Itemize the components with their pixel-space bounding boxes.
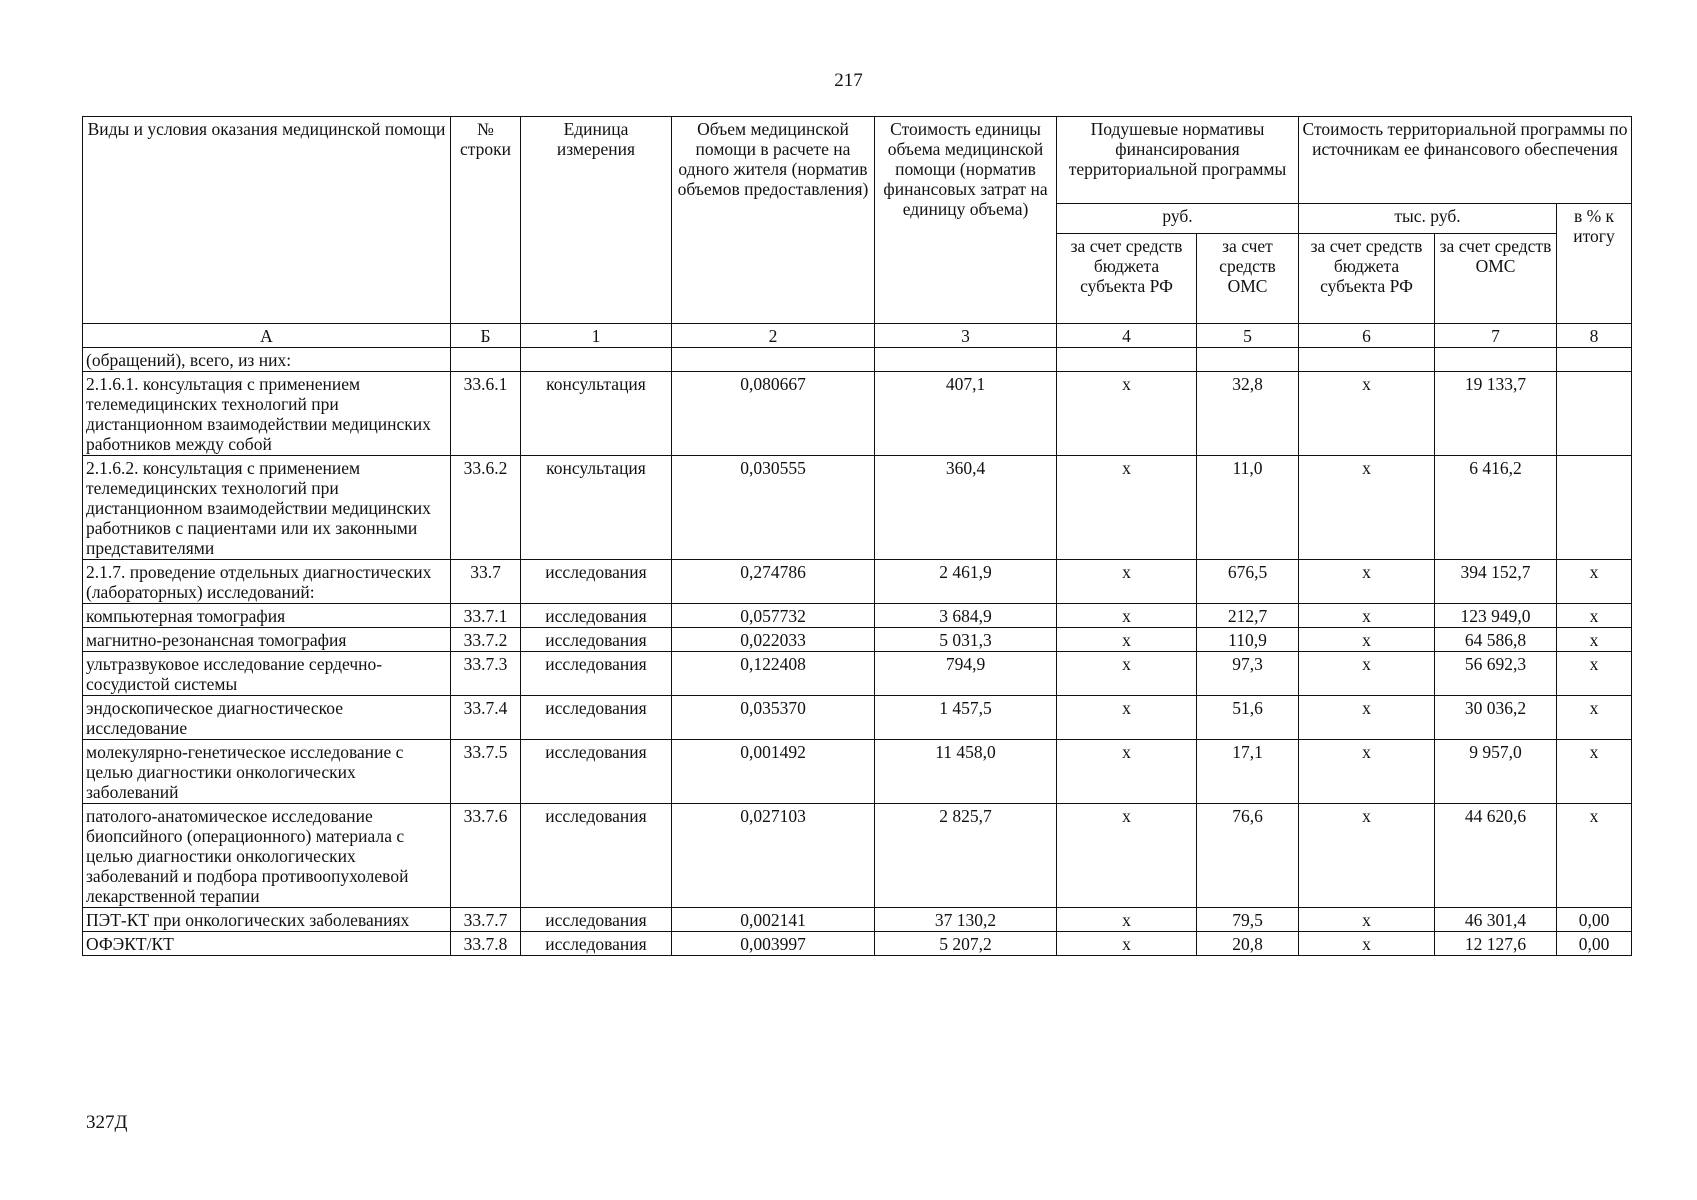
row-oms-thous: 394 152,7 (1435, 560, 1557, 604)
row-pct-total: 0,00 (1557, 932, 1632, 956)
financing-table (82, 116, 1632, 956)
header-per-capita: Подушевые нормативы финансирования территориальной программы (1057, 117, 1299, 204)
row-budget-thous: х (1299, 372, 1435, 456)
row-unit: исследования (521, 804, 672, 908)
row-number: 33.7.5 (451, 740, 521, 804)
row-unit-cost: 360,4 (875, 456, 1057, 560)
row-name: магнитно-резонансная томография (83, 628, 451, 652)
row-name: 2.1.6.1. консультация с применением телемедицинских технологий при дистанционном взаимодействии медицинских работников между собой (83, 372, 451, 456)
row-unit-cost: 11 458,0 (875, 740, 1057, 804)
header-oms-thous: за счет средств ОМС (1435, 234, 1557, 324)
row-volume: 0,003997 (672, 932, 875, 956)
row-volume: 0,122408 (672, 652, 875, 696)
table-row (83, 740, 1632, 804)
row-volume: 0,002141 (672, 908, 875, 932)
column-number: 2 (672, 324, 875, 348)
table-row (83, 604, 1632, 628)
row-budget-thous: х (1299, 604, 1435, 628)
row-oms-thous: 46 301,4 (1435, 908, 1557, 932)
table-row (83, 456, 1632, 560)
table-row (83, 560, 1632, 604)
row-budget-thous: х (1299, 652, 1435, 696)
row-volume: 0,057732 (672, 604, 875, 628)
row-budget-rub: х (1057, 560, 1197, 604)
column-number: 6 (1299, 324, 1435, 348)
row-budget-thous: х (1299, 908, 1435, 932)
row-unit-cost: 794,9 (875, 652, 1057, 696)
row-budget-thous: х (1299, 456, 1435, 560)
column-number: 5 (1197, 324, 1299, 348)
row-number: 33.7.4 (451, 696, 521, 740)
row-budget-rub: х (1057, 372, 1197, 456)
row-unit-cost: 37 130,2 (875, 908, 1057, 932)
row-volume: 0,001492 (672, 740, 875, 804)
row-oms-thous: 19 133,7 (1435, 372, 1557, 456)
row-pct-total: х (1557, 804, 1632, 908)
row-number: 33.7 (451, 560, 521, 604)
row-unit: исследования (521, 628, 672, 652)
row-number: 33.7.1 (451, 604, 521, 628)
row-name: 2.1.6.2. консультация с применением телемедицинских технологий при дистанционном взаимодействии медицинских работников с пациентами или их законными представителями (83, 456, 451, 560)
row-budget-thous: х (1299, 560, 1435, 604)
header-unit-cost: Стоимость единицы объема медицинской помощи (норматив финансовых затрат на единицу объема) (875, 117, 1057, 324)
row-pct-total: х (1557, 560, 1632, 604)
column-number: 1 (521, 324, 672, 348)
row-unit: исследования (521, 652, 672, 696)
header-rub: руб. (1057, 204, 1299, 234)
row-oms-thous (1435, 348, 1557, 372)
row-unit: исследования (521, 932, 672, 956)
header-budget-thous: за счет средств бюджета субъекта РФ (1299, 234, 1435, 324)
row-budget-rub: х (1057, 932, 1197, 956)
row-budget-rub: х (1057, 628, 1197, 652)
table-row (83, 652, 1632, 696)
header-program-cost: Стоимость территориальной программы по источникам ее финансового обеспечения (1299, 117, 1632, 204)
row-volume: 0,027103 (672, 804, 875, 908)
row-oms-rub: 32,8 (1197, 372, 1299, 456)
row-budget-thous: х (1299, 804, 1435, 908)
row-unit-cost: 407,1 (875, 372, 1057, 456)
row-budget-thous: х (1299, 696, 1435, 740)
row-pct-total (1557, 456, 1632, 560)
header-row-no: № строки (451, 117, 521, 324)
row-budget-rub: х (1057, 696, 1197, 740)
row-name: молекулярно-генетическое исследование с целью диагностики онкологических заболеваний (83, 740, 451, 804)
column-number: 3 (875, 324, 1057, 348)
row-oms-rub: 17,1 (1197, 740, 1299, 804)
column-number: 8 (1557, 324, 1632, 348)
table-body (83, 348, 1632, 956)
header-row-1 (83, 117, 1632, 204)
row-unit-cost: 2 461,9 (875, 560, 1057, 604)
row-pct-total (1557, 348, 1632, 372)
row-unit: исследования (521, 560, 672, 604)
header-budget-rub: за счет средств бюджета субъекта РФ (1057, 234, 1197, 324)
row-number: 33.7.6 (451, 804, 521, 908)
row-oms-rub (1197, 348, 1299, 372)
row-unit-cost: 5 031,3 (875, 628, 1057, 652)
row-volume: 0,274786 (672, 560, 875, 604)
header-oms-rub: за счет средств ОМС (1197, 234, 1299, 324)
table-row (83, 348, 1632, 372)
header-pct-total: в % к итогу (1557, 204, 1632, 324)
row-unit: исследования (521, 908, 672, 932)
column-number: 7 (1435, 324, 1557, 348)
row-oms-thous: 44 620,6 (1435, 804, 1557, 908)
column-number: Б (451, 324, 521, 348)
row-pct-total: х (1557, 652, 1632, 696)
row-name: (обращений), всего, из них: (83, 348, 451, 372)
row-unit: исследования (521, 740, 672, 804)
table-row (83, 696, 1632, 740)
row-volume: 0,030555 (672, 456, 875, 560)
row-number: 33.7.7 (451, 908, 521, 932)
row-oms-thous: 30 036,2 (1435, 696, 1557, 740)
row-unit-cost: 3 684,9 (875, 604, 1057, 628)
column-number: 4 (1057, 324, 1197, 348)
row-name: эндоскопическое диагностическое исследование (83, 696, 451, 740)
header-volume: Объем медицинской помощи в расчете на одного жителя (норматив объемов предоставления) (672, 117, 875, 324)
row-pct-total: х (1557, 604, 1632, 628)
row-unit-cost: 5 207,2 (875, 932, 1057, 956)
row-number: 33.7.3 (451, 652, 521, 696)
row-volume: 0,080667 (672, 372, 875, 456)
row-name: ультразвуковое исследование сердечно-сосудистой системы (83, 652, 451, 696)
header-unit: Единица измерения (521, 117, 672, 324)
row-budget-thous (1299, 348, 1435, 372)
row-oms-rub: 51,6 (1197, 696, 1299, 740)
row-oms-rub: 212,7 (1197, 604, 1299, 628)
row-unit: консультация (521, 372, 672, 456)
row-pct-total: х (1557, 696, 1632, 740)
row-oms-thous: 123 949,0 (1435, 604, 1557, 628)
header-thous-rub: тыс. руб. (1299, 204, 1557, 234)
row-number: 33.6.2 (451, 456, 521, 560)
row-number (451, 348, 521, 372)
table-row (83, 628, 1632, 652)
column-number-row (83, 324, 1632, 348)
header-kind: Виды и условия оказания медицинской помощи (83, 117, 451, 324)
row-oms-thous: 12 127,6 (1435, 932, 1557, 956)
row-volume: 0,035370 (672, 696, 875, 740)
row-pct-total: 0,00 (1557, 908, 1632, 932)
column-number: А (83, 324, 451, 348)
row-oms-rub: 79,5 (1197, 908, 1299, 932)
row-name: 2.1.7. проведение отдельных диагностических (лабораторных) исследований: (83, 560, 451, 604)
row-unit-cost (875, 348, 1057, 372)
row-oms-thous: 56 692,3 (1435, 652, 1557, 696)
row-oms-rub: 76,6 (1197, 804, 1299, 908)
row-oms-rub: 20,8 (1197, 932, 1299, 956)
row-unit: исследования (521, 696, 672, 740)
row-budget-rub: х (1057, 804, 1197, 908)
table-row (83, 804, 1632, 908)
row-unit (521, 348, 672, 372)
row-name: компьютерная томография (83, 604, 451, 628)
row-volume (672, 348, 875, 372)
row-name: патолого-анатомическое исследование биопсийного (операционного) материала с целью диагностики онкологических заболеваний и подбора противоопухолевой лекарственной терапии (83, 804, 451, 908)
table-row (83, 932, 1632, 956)
row-oms-rub: 11,0 (1197, 456, 1299, 560)
row-oms-thous: 64 586,8 (1435, 628, 1557, 652)
row-oms-thous: 9 957,0 (1435, 740, 1557, 804)
row-pct-total: х (1557, 628, 1632, 652)
row-budget-thous: х (1299, 740, 1435, 804)
row-pct-total (1557, 372, 1632, 456)
row-budget-thous: х (1299, 628, 1435, 652)
row-number: 33.7.8 (451, 932, 521, 956)
row-budget-rub: х (1057, 456, 1197, 560)
row-number: 33.6.1 (451, 372, 521, 456)
row-budget-thous: х (1299, 932, 1435, 956)
row-unit: консультация (521, 456, 672, 560)
row-name: ОФЭКТ/КТ (83, 932, 451, 956)
row-budget-rub: х (1057, 740, 1197, 804)
footer-document-code: 327Д (86, 1112, 128, 1133)
row-volume: 0,022033 (672, 628, 875, 652)
row-oms-thous: 6 416,2 (1435, 456, 1557, 560)
table-row (83, 908, 1632, 932)
row-unit-cost: 2 825,7 (875, 804, 1057, 908)
row-unit: исследования (521, 604, 672, 628)
row-name: ПЭТ-КТ при онкологических заболеваниях (83, 908, 451, 932)
row-budget-rub: х (1057, 604, 1197, 628)
row-pct-total: х (1557, 740, 1632, 804)
row-oms-rub: 110,9 (1197, 628, 1299, 652)
row-budget-rub: х (1057, 908, 1197, 932)
row-oms-rub: 97,3 (1197, 652, 1299, 696)
row-unit-cost: 1 457,5 (875, 696, 1057, 740)
row-number: 33.7.2 (451, 628, 521, 652)
row-budget-rub: х (1057, 652, 1197, 696)
table-row (83, 372, 1632, 456)
row-oms-rub: 676,5 (1197, 560, 1299, 604)
row-budget-rub (1057, 348, 1197, 372)
page-number: 217 (834, 70, 863, 91)
